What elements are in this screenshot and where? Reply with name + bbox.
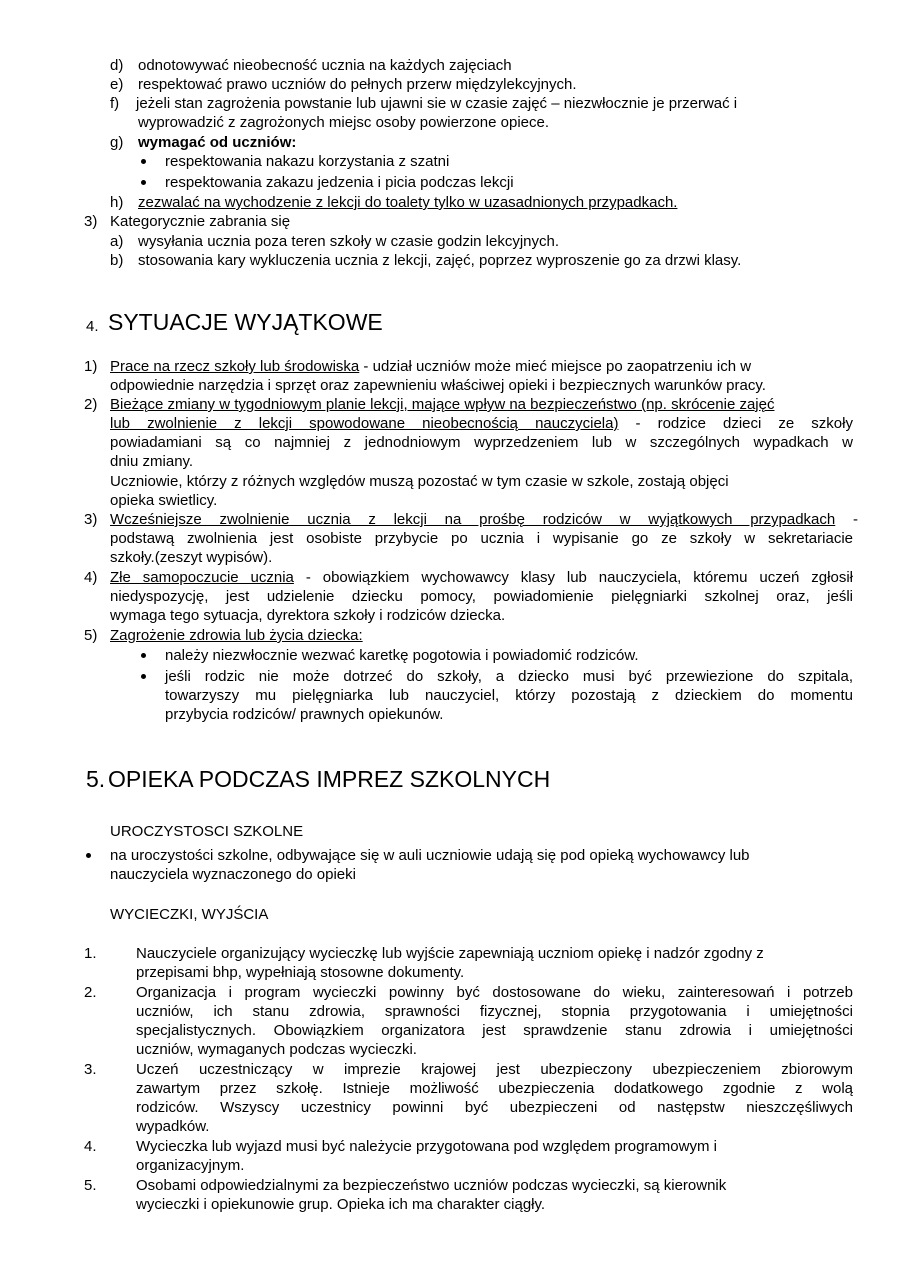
list-item-g-bullet-1: respektowania nakazu korzystania z szatni <box>165 153 450 170</box>
bullet-icon <box>86 853 91 858</box>
list-item-g: wymagać od uczniów: <box>138 134 297 151</box>
s5-item-3-line2: zawartym przez szkołę. Istnieje możliwość ubezpieczenia dodatkowego zgodnie z wolą <box>136 1080 853 1097</box>
list-item-g-bullet-2: respektowania zakazu jedzenia i picia podczas lekcji <box>165 174 514 191</box>
section-4-number: 4. <box>86 318 99 335</box>
s4-item-5-bullet-2-line3: przybycia rodziców/ prawnych opiekunów. <box>165 706 444 723</box>
s4-item-2-line2: lub zwolnienie z lekcji spowodowane nieobecnością nauczyciela) - rodzice dzieci ze szkoły <box>110 415 853 432</box>
s4-marker-1: 1) <box>84 358 98 375</box>
bullet-icon <box>141 159 146 164</box>
bullet-icon <box>141 180 146 185</box>
s5-item-5-line1: Osobami odpowiedzialnymi za bezpieczeństwo uczniów podczas wycieczki, są kierownik <box>136 1177 727 1194</box>
s4-item-5-heading: Zagrożenie zdrowia lub życia dziecka: <box>110 627 363 644</box>
list-item-h: zezwalać na wychodzenie z lekcji do toalety tylko w uzasadnionych przypadkach. <box>138 194 678 211</box>
s5-item-2-line4: uczniów, wymaganych podczas wycieczki. <box>136 1041 417 1058</box>
s5-item-4-line2: organizacyjnym. <box>136 1157 245 1174</box>
section-4-title: SYTUACJE WYJĄTKOWE <box>108 309 383 335</box>
s4-item-3-line2: podstawą zwolnienia jest osobiste przybycie po ucznia i wypisanie go ze szkoły w sekretariacie <box>110 530 853 547</box>
list-marker-3b: b) <box>110 252 124 269</box>
list-marker-f: f) <box>110 95 120 112</box>
list-marker-g: g) <box>110 134 124 151</box>
s5-item-1-line1: Nauczyciele organizujący wycieczkę lub wyjście zapewniają uczniom opiekę i nadzór zgodny z <box>136 945 764 962</box>
s5-marker-3: 3. <box>84 1061 97 1078</box>
s4-item-2-line5: Uczniowie, którzy z różnych względów muszą pozostać w tym czasie w szkole, zostają objęci <box>110 473 729 490</box>
s4-item-4-line1: Złe samopoczucie ucznia - obowiązkiem wychowawcy klasy lub nauczyciela, któremu uczeń zgłosił <box>110 569 853 586</box>
s5-bullet-line1: na uroczystości szkolne, odbywające się w auli uczniowie udają się pod opieką wychowawcy lub <box>110 847 750 864</box>
s4-item-2-line1: Bieżące zmiany w tygodniowym planie lekcji, mające wpływ na bezpieczeństwo (np. skrócenie zajęć <box>110 396 775 413</box>
list-item-d: odnotowywać nieobecność ucznia na każdych zajęciach <box>138 57 512 74</box>
s4-item-3-line1: Wcześniejsze zwolnienie ucznia z lekcji na prośbę rodziców w wyjątkowych przypadkach - <box>110 511 858 528</box>
s4-marker-3: 3) <box>84 511 98 528</box>
subheading-uroczystosci: UROCZYSTOSCI SZKOLNE <box>110 823 304 840</box>
list-item-f-line1: jeżeli stan zagrożenia powstanie lub ujawni sie w czasie zajęć – niezwłocznie je przerwać i <box>136 95 738 112</box>
s5-marker-1: 1. <box>84 945 97 962</box>
s5-item-2-line3: specjalistycznych. Obowiązkiem organizatora jest sprawdzenie stanu zdrowia i umiejętności <box>136 1022 853 1039</box>
s5-item-3-line3: rodziców. Wszyscy uczestnicy powinni być ubezpieczeni od następstw nieszczęśliwych <box>136 1099 853 1116</box>
s4-item-1-line1: Prace na rzecz szkoły lub środowiska - udział uczniów może mieć miejsce po zaopatrzeniu ich w <box>110 358 752 375</box>
s4-marker-5: 5) <box>84 627 98 644</box>
s5-item-2-line2: uczniów, ich stanu zdrowia, sprawności fizycznej, stopnia przygotowania i umiejętności <box>136 1003 853 1020</box>
list-marker-h: h) <box>110 194 124 211</box>
list-marker-3: 3) <box>84 213 98 230</box>
list-item-e: respektować prawo uczniów do pełnych przerw międzylekcyjnych. <box>138 76 577 93</box>
list-item-3a: wysyłania ucznia poza teren szkoły w czasie godzin lekcyjnych. <box>138 233 560 250</box>
s4-marker-2: 2) <box>84 396 98 413</box>
subheading-wycieczki: WYCIECZKI, WYJŚCIA <box>110 906 269 923</box>
list-item-3b: stosowania kary wykluczenia ucznia z lekcji, zajęć, poprzez wyproszenie go za drzwi klasy. <box>138 252 742 269</box>
s5-marker-4: 4. <box>84 1138 97 1155</box>
s4-item-1-line2: odpowiednie narzędzia i sprzęt oraz zapewnieniu właściwej opieki i bezpiecznych warunków pracy. <box>110 377 766 394</box>
section-5-number: 5. <box>86 766 106 792</box>
s5-item-2-line1: Organizacja i program wycieczki powinny być dostosowane do wieku, zainteresowań i potrzeb <box>136 984 853 1001</box>
s5-item-3-line4: wypadków. <box>136 1118 210 1135</box>
s4-item-4-line2: niedyspozycję, jest udzielenie dziecku pomocy, powiadomienie pielęgniarki szkolnej oraz, jeśli <box>110 588 853 605</box>
s5-marker-5: 5. <box>84 1177 97 1194</box>
s4-item-3-line3: szkoły.(zeszyt wypisów). <box>110 549 273 566</box>
s5-item-5-line2: wycieczki i opiekunowie grup. Opieka ich ma charakter ciągły. <box>136 1196 546 1213</box>
section-5-title: OPIEKA PODCZAS IMPREZ SZKOLNYCH <box>108 766 551 792</box>
s4-item-5-bullet-2-line2: towarzyszy mu pielęgniarka lub nauczyciel, którzy pozostają z dzieckiem do momentu <box>165 687 853 704</box>
s5-item-4-line1: Wycieczka lub wyjazd musi być należycie przygotowana pod względem programowym i <box>136 1138 717 1155</box>
s4-item-2-line4: dniu zmiany. <box>110 453 194 470</box>
s4-item-2-line6: opieka swietlicy. <box>110 492 218 509</box>
bullet-icon <box>141 653 146 658</box>
s5-item-1-line2: przepisami bhp, wypełniają stosowne dokumenty. <box>136 964 465 981</box>
s4-item-5-bullet-1: należy niezwłocznie wezwać karetkę pogotowia i powiadomić rodziców. <box>165 647 639 664</box>
s4-item-4-line3: wymaga tego sytuacja, dyrektora szkoły i rodziców dziecka. <box>110 607 506 624</box>
s4-marker-4: 4) <box>84 569 98 586</box>
s4-item-5-bullet-2-line1: jeśli rodzic nie może dotrzeć do szkoły, a dziecko musi być przewiezione do szpitala, <box>165 668 853 685</box>
s5-marker-2: 2. <box>84 984 97 1001</box>
bullet-icon <box>141 674 146 679</box>
list-item-f-line2: wyprowadzić z zagrożonych miejsc osoby powierzone opiece. <box>138 114 550 131</box>
s4-item-2-line3: powiadamiani są co najmniej z jednodniowym wyprzedzeniem lub w szczególnych wypadkach w <box>110 434 853 451</box>
list-marker-3a: a) <box>110 233 124 250</box>
list-marker-e: e) <box>110 76 124 93</box>
list-item-3: Kategorycznie zabrania się <box>110 213 291 230</box>
s5-item-3-line1: Uczeń uczestniczący w imprezie krajowej jest ubezpieczony ubezpieczeniem zbiorowym <box>136 1061 853 1078</box>
list-marker-d: d) <box>110 57 124 74</box>
s5-bullet-line2: nauczyciela wyznaczonego do opieki <box>110 866 356 883</box>
